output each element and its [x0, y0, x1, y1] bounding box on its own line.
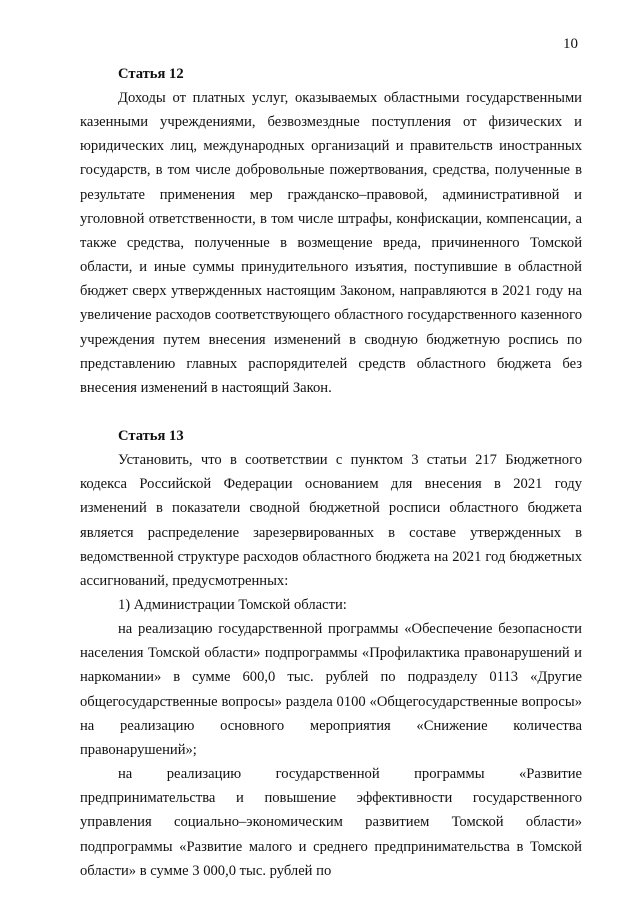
article-12-heading: Статья 12 [118, 66, 184, 82]
article-13-intro: Установить, что в соответствии с пунктом 3 статьи 217 Бюджетного кодекса Российской Федерации основанием для внесения в 2021 году изменений в показатели сводной бюджетной росписи областного бюджета является распределение зарезервированных в составе утвержденных в ведомственной структуре расходов областного бюджета на 2021 год бюджетных ассигнований, предусмотренных: [80, 452, 582, 589]
page-number: 10 [563, 36, 578, 52]
article-13-paragraph-1: на реализацию государственной программы «Обеспечение безопасности населения Томской области» подпрограммы «Профилактика правонарушений и наркомании» в сумме 600,0 тыс. рублей по подразделу 0113 «Другие общегосударственные вопросы» раздела 0100 «Общегосударственные вопросы» на реализацию основного мероприятия «Снижение количества правонарушений»; [80, 621, 582, 758]
article-13-item-1: 1) Администрации Томской области: [118, 596, 347, 613]
article-13-heading: Статья 13 [118, 428, 184, 445]
document-body [80, 62, 582, 883]
article-12-text: Доходы от платных услуг, оказываемых областными государственными казенными учреждениями, безвозмездные поступления от физических и юридических лиц, международных организаций и правительств иностранных государств, в том числе добровольные пожертвования, средства, полученные в результате применения мер гражданско–правовой, административной и уголовной ответственности, в том числе штрафы, конфискации, компенсации, а также средства, полученные в возмещение вреда, причиненного Томской области, и иные суммы принудительного изъятия, поступившие в областной бюджет сверх утвержденных настоящим Законом, направляются в 2021 году на увеличение расходов соответствующего областного государственного казенного учреждения путем внесения изменений в сводную бюджетную роспись по представлению главных распорядителей средств областного бюджета без внесения изменений в настоящий Закон. [80, 90, 582, 396]
article-13-paragraph-2: на реализацию государственной программы «Развитие предпринимательства и повышение эффективности государственного управления социально–экономическим развитием Томской области» подпрограммы «Развитие малого и среднего предпринимательства в Томской области» в сумме 3 000,0 тыс. рублей по [80, 766, 582, 879]
spacer [80, 400, 582, 424]
